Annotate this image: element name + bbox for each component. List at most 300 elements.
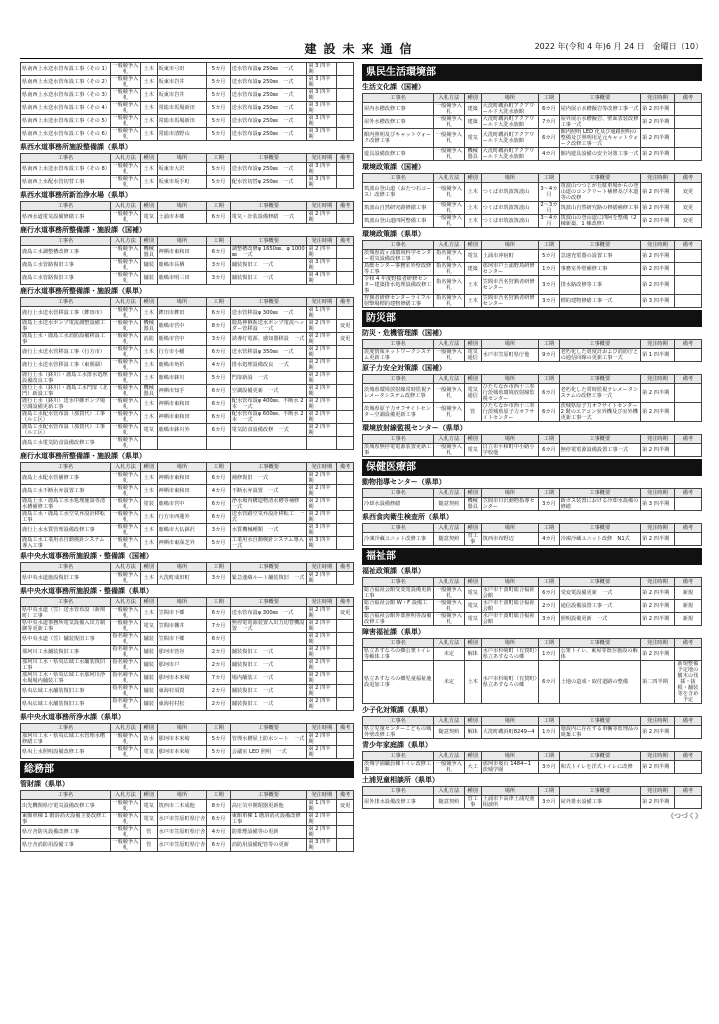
bid-table-jido [362, 786, 702, 809]
column-header: 工事概要 [230, 791, 307, 800]
table-cell: 第 1 四半期 [640, 349, 674, 362]
section-heading: 県西水道事務所新治浄水場（県単） [20, 191, 132, 199]
table-cell [337, 307, 354, 320]
table-cell: 5カ月 [207, 128, 230, 141]
table-cell: 鹿島工水・鹿島工水空気弁設計移転工事 [21, 511, 111, 524]
table-cell [674, 761, 701, 774]
table-cell: 第 2 四半期 [307, 511, 337, 524]
table-cell: 6カ月 [207, 633, 230, 646]
table-cell: つくば市筑波筑波山 [481, 202, 539, 215]
table-cell: 3〜4カ月 [539, 183, 559, 202]
column-header: 備考 [337, 463, 354, 472]
table-cell: 神栖市東和田 [157, 398, 207, 411]
table-header-row [21, 202, 354, 211]
table-cell: 第 3 四半期 [307, 102, 337, 115]
table-cell: 一般競争入札 [110, 607, 140, 620]
table-cell: 9カ月 [539, 349, 559, 362]
column-header: 工期 [539, 435, 559, 444]
table-cell: 鹿島工水電気防食設備改修工事 [21, 437, 111, 450]
table-row [21, 307, 354, 320]
table-row [363, 498, 702, 511]
table-cell: 第 2 四半期 [307, 498, 337, 511]
table-header-row [363, 435, 702, 444]
table-cell: 土木 [140, 115, 157, 128]
table-cell: 一般競争入札 [110, 800, 140, 813]
table-cell: 一般競争入札 [110, 572, 140, 585]
table-cell: 6カ月 [207, 211, 230, 224]
table-row [21, 733, 354, 746]
column-header: 工期 [539, 639, 559, 648]
table-cell [337, 485, 354, 498]
table-cell: 老朽化した震度計および消防庁との通信回線の更新工事一式 [559, 349, 640, 362]
table-row [21, 398, 354, 411]
table-row [363, 587, 702, 600]
column-header: 工事名 [21, 598, 111, 607]
table-row [363, 384, 702, 403]
table-row [21, 272, 354, 285]
table-cell: 1カ月 [539, 263, 559, 276]
column-header: 工事名 [21, 202, 111, 211]
column-header: 工事名 [363, 717, 434, 726]
table-cell: 第 2 四半期 [640, 202, 674, 215]
table-cell: 送水管布設φ 250㎜ 一式 [230, 102, 307, 115]
table-cell: 指名競争入札 [434, 276, 465, 295]
table-row [363, 533, 702, 546]
table-cell [674, 148, 701, 161]
column-header: 備考 [674, 787, 701, 796]
table-cell [337, 633, 354, 646]
column-header: 工事概要 [559, 94, 640, 103]
table-cell: 日立市平和町中小路小学校他 [481, 444, 539, 457]
table-cell: 4カ月 [207, 826, 230, 839]
table-cell [337, 246, 354, 259]
table-cell: 筑波山登山道（おたつ石コース）改修工事 [363, 183, 434, 202]
table-cell: 一般競争入札 [110, 826, 140, 839]
column-header: 発注時期 [640, 752, 674, 761]
table-cell: 大洗町磯浜町アクアワールド大洗水族館 [481, 148, 539, 161]
table-cell: 狩猟者研修センターライフル射撃場標的建物修繕工事 [363, 295, 434, 308]
table-cell: 第 2 四半期 [307, 607, 337, 620]
table-row [21, 259, 354, 272]
table-cell: 屋外展示水槽擬岩、壁面表装改修工事一式 [559, 116, 640, 129]
column-header: 備考 [674, 435, 701, 444]
table-cell: 配水管布設φ 600㎜、不断水 2 本 一式 [230, 411, 307, 424]
table-cell: 電気通信 [464, 384, 481, 403]
column-header: 発注時期 [307, 563, 337, 572]
table-row [21, 333, 354, 346]
table-cell: 送水管路空気弁設計移転工 一式 [230, 511, 307, 524]
bid-table-doubutsu [362, 488, 702, 511]
table-row [21, 646, 354, 659]
table-row [21, 346, 354, 359]
table-cell [337, 398, 354, 411]
table-row [21, 813, 354, 826]
table-cell: 6カ月 [207, 246, 230, 259]
table-row [21, 102, 354, 115]
table-cell: 舗装復旧工 一式 [230, 685, 307, 698]
table-cell: 排水処理設備改良 一式 [230, 359, 307, 372]
table-cell: 一般競争入札 [434, 129, 465, 148]
column-header: 備考 [674, 578, 701, 587]
table-cell: 館内照明及びキャットウォーク改修工事 [363, 129, 434, 148]
column-header: 発注時期 [640, 787, 674, 796]
table-cell: 神栖市東深芝外 [157, 537, 207, 550]
column-header: 備考 [674, 717, 701, 726]
column-header: 工期 [207, 237, 230, 246]
column-header: 場所 [481, 787, 539, 796]
table-header-row [21, 154, 354, 163]
table-cell: 7カ月 [539, 116, 559, 129]
table-cell: 第 2 四半期 [307, 346, 337, 359]
table-cell: 一般競争入札 [110, 813, 140, 826]
table-cell: 那珂川工水・県央広域工水管理水槽修繕工事 [21, 733, 111, 746]
table-cell: 第 2 四半期 [307, 246, 337, 259]
table-cell: 5カ月 [207, 733, 230, 746]
column-header: 工事概要 [559, 435, 640, 444]
table-cell [337, 372, 354, 385]
table-cell: 電気 [140, 424, 157, 437]
bid-table-seikatsu [362, 93, 702, 161]
table-cell: 鹿島工水管路復旧工事 [21, 272, 111, 285]
table-cell [674, 349, 701, 362]
table-row [21, 411, 354, 424]
bid-table-somu [20, 790, 354, 852]
table-cell: 土木 [140, 398, 157, 411]
section-heading: 県中央水道事務所施設課・整備課（国補） [20, 552, 153, 560]
table-cell: 5カ月 [207, 163, 230, 176]
table-cell: 6カ月 [207, 511, 230, 524]
bid-table-kankyo [362, 173, 702, 228]
table-cell: 土木 [140, 607, 157, 620]
table-cell: 送水管布設φ 250㎜ 一式 [230, 128, 307, 141]
section-heading: 少子化対策課（県単） [362, 706, 432, 714]
section-heading: 動物指導センター（県単） [362, 478, 446, 486]
left-column [20, 62, 354, 852]
table-cell: 土木 [464, 183, 481, 202]
table-header-row [363, 752, 702, 761]
column-header: 発注時期 [640, 340, 674, 349]
table-cell: 一般競争入札 [110, 163, 140, 176]
page-title: 建設未来通信 [304, 42, 419, 56]
table-row [21, 633, 354, 646]
table-cell: 舗装 [140, 272, 157, 285]
column-header: 発注時期 [640, 639, 674, 648]
column-header: 工事概要 [230, 237, 307, 246]
table-cell: 鹿島工水不断水弁設置工事 [21, 485, 111, 498]
table-cell: 東海村村松 [157, 698, 207, 711]
table-cell: 鹿嶋市角折 [157, 359, 207, 372]
table-cell: 舗装 [140, 633, 157, 646]
table-cell: 5カ月 [207, 372, 230, 385]
table-cell: 笠間市吾名狩猟者研修センター [481, 295, 539, 308]
table-cell: 土木 [140, 176, 157, 189]
table-cell [337, 346, 354, 359]
column-header: 工事概要 [559, 241, 640, 250]
table-cell: 変更 [674, 215, 701, 228]
table-cell: 公衆トイレ、東屋等既存施設の解体 [559, 648, 640, 661]
column-header: 入札方法 [434, 241, 465, 250]
table-cell: 一般競争入札 [110, 176, 140, 189]
table-cell: 鉾田市鉾田 [157, 307, 207, 320]
table-row [363, 183, 702, 202]
table-cell: 常総市馬場新田 [157, 115, 207, 128]
table-header-row [363, 524, 702, 533]
table-cell: 行方市小幡 [157, 346, 207, 359]
table-cell: 屋内展示水槽擬岩等改修工事一式 [559, 103, 640, 116]
column-header: 工事概要 [230, 298, 307, 307]
table-cell: 配水管布設φ 400㎜、不断水 2 本 一式 [230, 398, 307, 411]
table-cell: 6カ月 [207, 424, 230, 437]
table-cell: 一般競争入札 [434, 444, 465, 457]
section-heading: 鹿行水道事務所整備課・施設課（県単） [20, 452, 146, 460]
column-header: 場所 [157, 724, 207, 733]
column-header: 入札方法 [434, 340, 465, 349]
table-cell: 随意契約 [434, 498, 465, 511]
table-cell: 那珂市戸 [157, 659, 207, 672]
table-cell: 第 2 四半期 [307, 385, 337, 398]
table-cell [337, 385, 354, 398]
table-cell: 事務室外壁補修工事 [559, 263, 640, 276]
table-cell: 電気 [140, 800, 157, 813]
table-cell: 配水管切替φ 250㎜ 一式 [230, 176, 307, 189]
column-header: 入札方法 [434, 489, 465, 498]
column-header: 備考 [337, 298, 354, 307]
column-header: 場所 [481, 717, 539, 726]
column-header: 工期 [207, 202, 230, 211]
table-cell: 6カ月 [207, 839, 230, 852]
table-cell: 県中央水道（笠）送水管布設（新関町）工事 [21, 607, 111, 620]
column-header: 場所 [157, 463, 207, 472]
table-cell: 東館車棟 1 階浴消火設備改修工事 [230, 813, 307, 826]
table-cell: 新規 [674, 613, 701, 626]
table-cell: 第 3 四半期 [307, 537, 337, 550]
table-cell [674, 498, 701, 511]
table-cell: 鹿行上水（鉢川）送水中継ポンプ場空調設備更新工事 [21, 398, 111, 411]
table-row [21, 246, 354, 259]
table-cell: 第 2 四半期 [307, 333, 337, 346]
table-row [21, 76, 354, 89]
table-row [21, 672, 354, 685]
table-cell: 1カ月 [539, 648, 559, 661]
section-heading: 環境政策課（県単） [362, 230, 425, 238]
table-cell: 管 [140, 826, 157, 839]
table-cell: 鹿行上水（鉢川）・鹿島工水門扉（北門）新設工事 [21, 385, 111, 398]
column-header: 発注時期 [640, 578, 674, 587]
table-cell: 那珂川工水・県央広域工水舗装復旧工事 [21, 659, 111, 672]
table-header-row [363, 489, 702, 498]
column-header: 工事名 [21, 298, 111, 307]
table-cell: 受変電設備更新 一式 [559, 587, 640, 600]
column-header: 工事名 [21, 563, 111, 572]
table-cell [207, 437, 230, 450]
table-cell [337, 511, 354, 524]
table-cell: 第 2 四半期 [640, 384, 674, 403]
section-heading: 鹿行水道事務所整備課・施設課（県単） [20, 287, 146, 295]
table-cell: つくば市筑波筑波山 [481, 183, 539, 202]
table-cell: 2カ月 [207, 646, 230, 659]
table-cell: 第 3 四半期 [640, 295, 674, 308]
bid-table-chuo3 [20, 723, 354, 759]
table-row [363, 349, 702, 362]
column-header: 備考 [674, 375, 701, 384]
column-header: 発注時期 [307, 154, 337, 163]
table-header-row [363, 241, 702, 250]
column-header: 工事概要 [559, 375, 640, 384]
table-cell: 第 2 四半期 [307, 698, 337, 711]
table-row [363, 103, 702, 116]
table-header-row [21, 237, 354, 246]
table-cell: 県南西上水送水管布設工事（その 2） [21, 76, 111, 89]
column-header: 場所 [157, 298, 207, 307]
table-cell: 土木 [140, 307, 157, 320]
section-heading: 原子力安全対策課（国補） [362, 364, 446, 372]
table-cell: 土木 [140, 537, 157, 550]
table-cell: 5カ月 [207, 63, 230, 76]
table-cell: 新規整備予定地の樹木の伐採・抜根・舗装等を含め予定 [674, 661, 701, 704]
table-cell: 6カ月 [539, 587, 559, 600]
column-header: 備考 [337, 563, 354, 572]
table-cell: 老朽化した常時監視テレメータシステムの改修工事一式 [559, 384, 640, 403]
table-cell: 5カ月 [207, 115, 230, 128]
column-header: 工期 [539, 174, 559, 183]
table-cell: 坂東市岩井 [157, 89, 207, 102]
table-cell [337, 733, 354, 746]
table-cell: 第 2 四半期 [640, 648, 674, 661]
table-cell: 土木 [140, 572, 157, 585]
table-cell: 舗装 [140, 259, 157, 272]
table-cell: 大洗町磯浜町アクアワールド大洗水族館 [481, 116, 539, 129]
column-header: 種別 [464, 94, 481, 103]
column-header: 工事概要 [559, 639, 640, 648]
table-cell: 3カ月 [539, 295, 559, 308]
table-cell: 一般競争入札 [110, 359, 140, 372]
column-header: 場所 [157, 202, 207, 211]
table-cell: 一般競争入札 [110, 733, 140, 746]
table-cell: 第 2 四半期 [307, 485, 337, 498]
table-cell: 土浦市本郷 [157, 211, 207, 224]
table-cell: 管 [140, 839, 157, 852]
table-cell: 坂東市大沢 [157, 163, 207, 176]
table-cell: 第 2 四半期 [640, 215, 674, 228]
bid-table-rokko [20, 236, 354, 285]
column-header: 工事名 [21, 237, 111, 246]
table-cell: 3〜4カ月 [540, 215, 558, 227]
column-header: 種別 [464, 752, 481, 761]
table-cell: 5カ月 [207, 537, 230, 550]
bid-table-houshasen [362, 434, 702, 457]
table-cell: 冷却水設備修繕 [363, 498, 434, 511]
column-header: 種別 [140, 463, 157, 472]
table-cell: 県立あすなろの郷児童福祉施設追加工事 [363, 661, 434, 704]
table-cell: 神栖市東和田 [157, 246, 207, 259]
table-cell: 茨城県原子力オフサイトセンター 2 階のエアコン室外機及び室外機更新工事一式 [559, 403, 640, 422]
table-row [21, 176, 354, 189]
bid-table-shogai [362, 638, 702, 704]
column-header: 工事概要 [230, 724, 307, 733]
column-header: 発注時期 [307, 202, 337, 211]
column-header: 工事名 [21, 724, 111, 733]
table-cell: 2〜3カ月 [540, 202, 558, 214]
table-cell [337, 498, 354, 511]
table-cell: 鹿島上水配水管補修工事 [21, 472, 111, 485]
table-cell: 土木 [140, 372, 157, 385]
table-cell: 県南西上水送水管布設工事（その 3） [21, 89, 111, 102]
department-band: 保健医療部 [362, 459, 702, 476]
column-header: 発注時期 [640, 524, 674, 533]
column-header: 工期 [539, 524, 559, 533]
table-cell: 坂東市弓田 [157, 63, 207, 76]
column-header: 備考 [674, 340, 701, 349]
table-cell [337, 698, 354, 711]
table-cell: 舗装 [140, 698, 157, 711]
table-cell: 建築 [464, 116, 481, 129]
table-cell: 解体 [464, 726, 481, 739]
section-heading: 福祉政策課（県単） [362, 567, 425, 575]
table-cell: 筑西市布野辺 [481, 533, 539, 546]
table-cell: 鹿嶋市宮中 [157, 498, 207, 511]
table-cell: 土浦市下高津土浦児童相談所 [481, 796, 539, 809]
section-heading: 青少年家庭課（県単） [362, 741, 432, 749]
table-cell: 冷凍冷蔵ユニット改修工事 [363, 533, 434, 546]
table-cell: 指名競争入札 [434, 295, 465, 308]
table-cell: 出先機関県庁電気設備改修工事 [21, 800, 111, 813]
column-header: 入札方法 [110, 598, 140, 607]
table-cell: 大洗町成田町 [157, 572, 207, 585]
table-cell: 未定 [434, 648, 465, 661]
section-heading: 県西食肉衛生検査所（県単） [362, 513, 453, 521]
column-header: 工期 [539, 717, 559, 726]
table-cell: 茨城県霞ヶ浦環境科学センター電気設備改修工事 [363, 250, 434, 263]
table-cell: 一般競争入札 [434, 600, 465, 613]
table-cell: 管工事 [464, 533, 481, 546]
table-cell: 県中央水道（笠）舗装復旧工事 [21, 633, 111, 646]
table-cell: 第 2 四半期 [640, 444, 674, 457]
column-header: 発注時期 [307, 463, 337, 472]
table-cell [157, 437, 207, 450]
table-cell: 那珂市本米崎 [157, 746, 207, 759]
section-heading: 土浦児童相談所（県単） [362, 776, 439, 784]
bid-table-chuo2 [20, 597, 354, 711]
masthead [20, 40, 703, 56]
table-cell: 第 2 四半期 [640, 403, 674, 422]
table-cell: 屋内水槽改修工事 [363, 103, 434, 116]
table-cell: 6カ月 [207, 813, 230, 826]
column-header: 工事名 [363, 524, 434, 533]
column-header: 工事名 [363, 578, 434, 587]
table-header-row [363, 578, 702, 587]
table-cell: 建築 [464, 103, 481, 116]
table-row [21, 537, 354, 550]
table-cell: 建築 [464, 263, 481, 276]
table-cell: 県央上水照明設備改修工事 [21, 746, 111, 759]
table-cell: 3カ月 [539, 613, 559, 626]
table-cell: 県央広域工水舗装復旧工事 [21, 698, 111, 711]
table-cell: 神栖市東和田 [157, 411, 207, 424]
table-cell: 鹿行上水送水管移設工事（東関湖） [21, 359, 111, 372]
table-cell: 一般競争入札 [110, 320, 140, 333]
table-cell: 水戸市笠原町県庁他 [481, 349, 539, 362]
table-cell: 第 1 四半期 [307, 307, 337, 320]
table-cell: 館内遊具設備の安全対策工事一式 [559, 148, 640, 161]
table-cell: 一般競争入札 [434, 215, 465, 228]
table-cell: 鹿嶋市鉢川外 [157, 424, 207, 437]
table-cell [337, 272, 354, 285]
column-header: 工事概要 [559, 578, 640, 587]
table-cell [337, 102, 354, 115]
table-header-row [363, 787, 702, 796]
table-cell: 指名競争入札 [110, 646, 140, 659]
table-cell: 茨城県原子力オフサイトセンター空調設備更新工事 [363, 403, 434, 422]
